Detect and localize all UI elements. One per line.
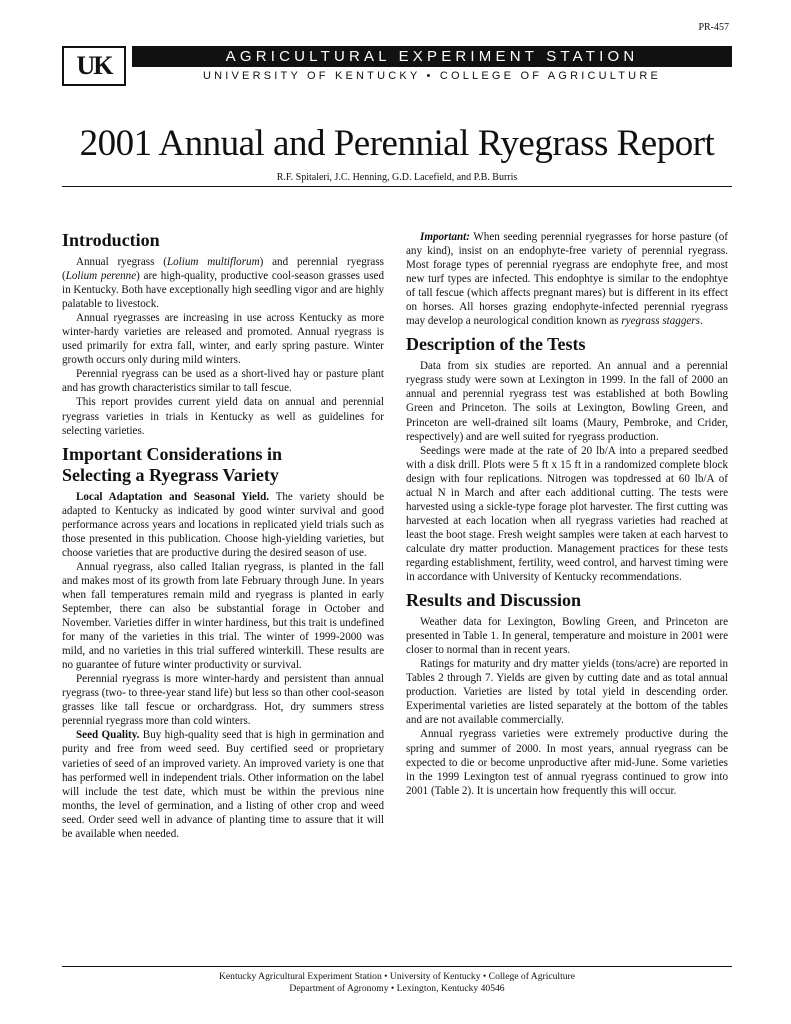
introduction-heading: Introduction <box>62 230 160 250</box>
tests-paragraph-2: Seedings were made at the rate of 20 lb/A into a prepared seedbed with a disk drill. Plots were 5 ft x 15 ft in a randomized complete block design with four replications. Nitrogen was topdressed at 60 lb/A of actual N in March and after each additional cutting. The tests were harvested using a sickle-type forage plot harvester. The first cutting was harvested at each location when all ryegrass varieties had reached at least the boot stage. Fresh weight samples were taken at each harvest to calculate dry matter production. Management practices for these tests regarding establishment, fertility, weed control, and harvest timing were in accordance with University of Kentucky recommendations. <box>406 444 728 584</box>
header-rule <box>62 186 732 187</box>
college-line: UNIVERSITY OF KENTUCKY • COLLEGE OF AGRICULTURE <box>202 70 662 82</box>
text-run: When seeding perennial ryegrasses for horse pasture (of any kind), insist on an endophyte-free variety of perennial ryegrass. Most forage types of perennial ryegrass are endophyte free, and most new turf types are infected. This endophtye is similar to the endophtye of tall fescue (which affects pregnant mares) but is different in its effect on horses. All horses grazing endophyte-infected perennial ryegrass may develop a neurological condition known as <box>406 231 728 328</box>
results-paragraph-3: Annual ryegrass varieties were extremely productive during the spring and summer of 2000. In most years, annual ryegrass can be expected to die or become unproductive after mid-June. Some varieties in the 1999 Lexington test of annual ryegrass continued to grow into 2001 (Table 2). It is uncertain how frequently this will occur. <box>406 728 728 797</box>
text-run: ) and perennial ryegrass ( <box>62 256 384 283</box>
tests-heading: Description of the Tests <box>406 334 586 355</box>
publication-code: PR-457 <box>698 22 729 33</box>
perennial-ryegrass-paragraph: Perennial ryegrass is more winter-hardy and persistent than annual ryegrass (two- to three-year stand life) but less so than other cool-season grasses like tall fescue or orchardgrass. Hot, dry summers stress perennial ryegrass more than cold winters. <box>62 673 384 728</box>
run-in-heading: Important: <box>420 231 470 243</box>
masthead <box>62 46 732 86</box>
heading-line: Important Considerations in <box>62 443 283 464</box>
intro-paragraph-3: Perennial ryegrass can be used as a short-lived hay or pasture plant and has growth characteristics similar to tall fescue. <box>62 368 384 395</box>
footer <box>62 971 732 995</box>
results-heading: Results and Discussion <box>406 590 582 611</box>
considerations-heading <box>62 444 384 486</box>
text-run: ) are high-quality, productive cool-season grasses used in Kentucky. Both have exceptionally high seedling vigor and are highly palatable to livestock. <box>62 270 384 311</box>
results-paragraph-1: Weather data for Lexington, Bowling Green, and Princeton are presented in Table 1. In general, temperature and moisture in 2001 were closer to normal than in recent years. <box>406 616 728 657</box>
intro-paragraph-4: This report provides current yield data on annual and perennial ryegrass varieties in trials in Kentucky as well as guidelines for selecting varieties. <box>62 396 384 437</box>
footer-line-1: Kentucky Agricultural Experiment Station • University of Kentucky • College of Agriculture <box>218 971 575 982</box>
results-paragraph-2: Ratings for maturity and dry matter yields (tons/acre) are reported in Tables 2 through 7. Yields are given by cutting date and as total annual production. Varieties are listed by total yield in descending order. Experimental varieties are listed separately at the bottom of the tables and are not available commercially. <box>406 658 728 727</box>
species-name: Lolium perenne <box>65 270 137 283</box>
station-banner: AGRICULTURAL EXPERIMENT STATION <box>132 46 732 67</box>
footer-line-2: Department of Agronomy • Lexington, Kentucky 40546 <box>289 983 505 994</box>
left-column <box>62 230 384 841</box>
annual-ryegrass-paragraph: Annual ryegrass, also called Italian ryegrass, is planted in the fall and makes most of its growth from late February through June. In years when fall temperatures remain mild and ryegrass is planted in early September, there can also be substantial forage in October and November. Varieties differ in winter hardiness, but this trait is undefined for many of the varieties in this trial. The winter of 1999-2000 was mild, and no varieties in this trial suffered winterkill. These results are no guarantee of future winter productivity or survival. <box>62 560 384 672</box>
run-in-heading: Local Adaptation and Seasonal Yield. <box>76 490 270 503</box>
right-column <box>406 230 728 798</box>
text-run: Annual ryegrass ( <box>76 256 167 268</box>
text-run: . <box>699 315 703 328</box>
uk-logo: UK <box>62 46 126 86</box>
run-in-heading: Seed Quality. <box>76 729 140 742</box>
intro-paragraph-2: Annual ryegrasses are increasing in use across Kentucky as more winter-hardy varieties are released and promoted. Annual ryegrass is used primarily for extra fall, winter, and early spring pasture. Winter growth occurs only during mild winters. <box>62 312 384 367</box>
condition-name: ryegrass staggers <box>621 315 700 328</box>
footer-rule <box>62 966 732 967</box>
page-title: 2001 Annual and Perennial Ryegrass Report <box>79 123 715 164</box>
authors: R.F. Spitaleri, J.C. Henning, G.D. Lacefield, and P.B. Burris <box>276 172 518 183</box>
seed-quality-paragraph <box>62 728 384 840</box>
text-run: Buy high-quality seed that is high in germination and purity and free from weed seed. Buy certified seed or proprietary varieties of seed of an improved variety. An improved variety is one that has performed well in independent trials. Other information on the label will include the test date, which must be within the previous nine months, the level of germination, and a listing of other crop and weed seed. Order seed well in advance of planting time to assure that it will be available when needed. <box>62 729 385 840</box>
tests-paragraph-1: Data from six studies are reported. An annual and a perennial ryegrass study were sown at Lexington in 1999. In the fall of 2000 an annual and perennial ryegrass test was established at both Bowling Green and Princeton. The soils at Lexington, Bowling Green, and Princeton are well-drained silt loams (Maury, Pembroke, and Crider, respectively) and are well suited for ryegrass production. <box>406 360 728 443</box>
intro-paragraph-1 <box>62 255 384 311</box>
text-run: The variety should be adapted to Kentucky as indicated by good winter survival and good performance across years and locations in replicated yield trials such as those presented in this publication. Choose high-yielding varieties, but choose varieties that are productive during the desired season of use. <box>62 490 384 559</box>
local-adaptation-paragraph <box>62 490 384 560</box>
heading-line: Selecting a Ryegrass Variety <box>62 464 279 485</box>
species-name: Lolium multiflorum <box>166 256 260 268</box>
important-note-paragraph <box>406 230 728 328</box>
